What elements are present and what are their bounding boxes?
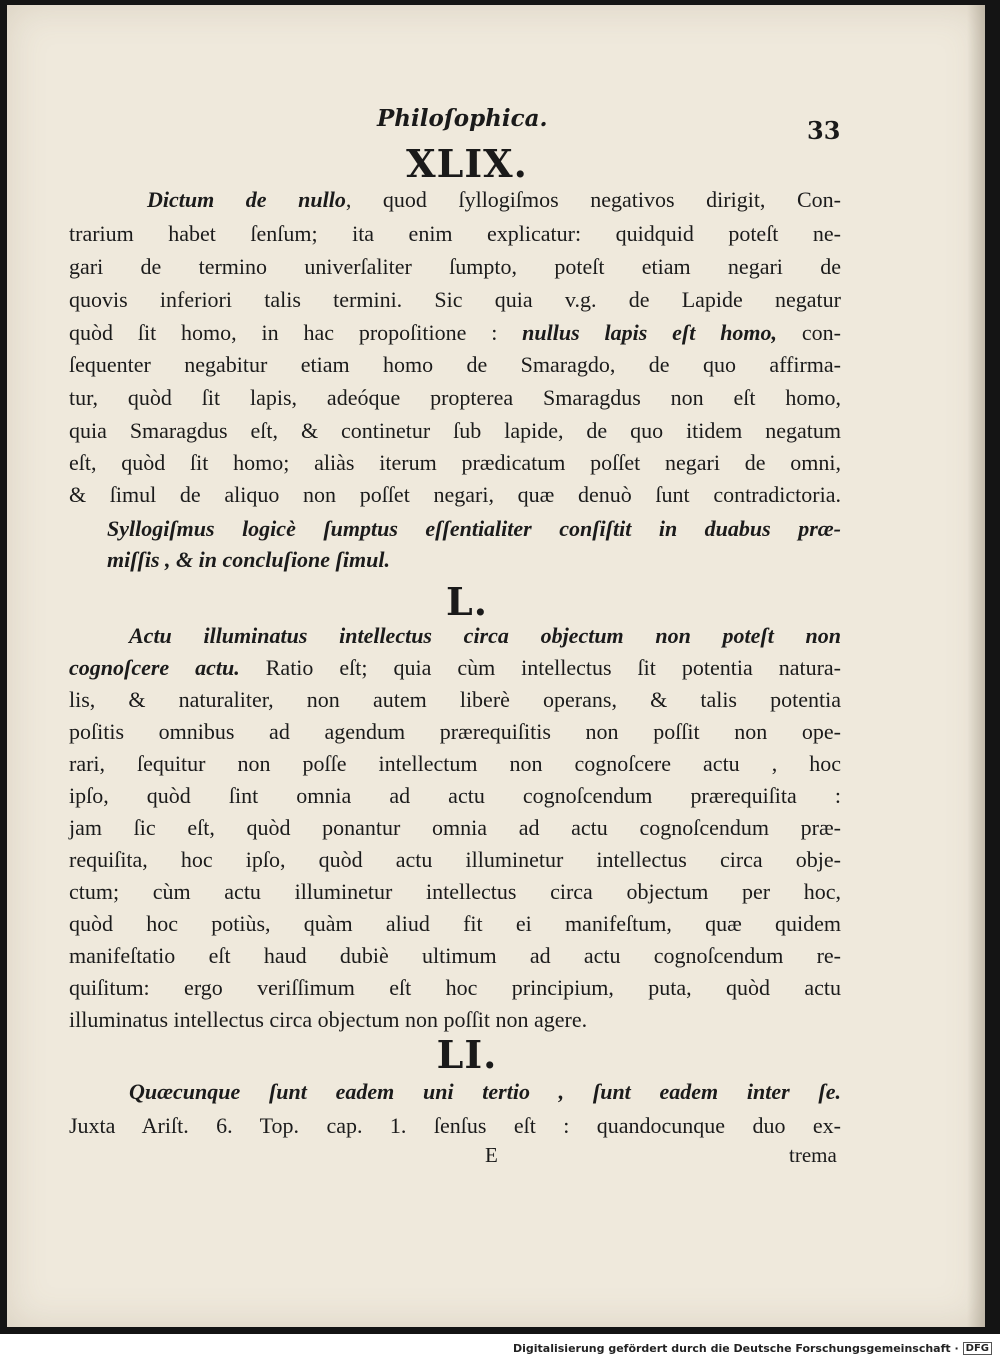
thesis-italic-line: miſſis , & in concluſione ſimul. bbox=[107, 547, 390, 572]
text-line: & ſimul de aliquo non poſſet negari, quæ denuò ſunt contradictoria. bbox=[69, 482, 841, 507]
thesis-italic-line: Syllogiſmus logicè ſumptus eſſentialiter conſiſtit in duabus præ- bbox=[107, 516, 841, 541]
digitization-credit bbox=[513, 1342, 992, 1355]
text-line: lis, & naturaliter, non autem liberè operans, & talis potentia bbox=[69, 687, 841, 712]
section-heading-l: L. bbox=[446, 579, 488, 624]
text-line: jam ſic eſt, quòd ponantur omnia ad actu cognoſcendum præ- bbox=[69, 815, 841, 840]
italic-proposition: nullus lapis eſt homo, bbox=[522, 320, 778, 345]
section-heading-xlix: XLIX. bbox=[406, 141, 528, 186]
book-page bbox=[7, 5, 985, 1327]
text-line: Dictum de nullo, quod ſyllogiſmos negativos dirigit, Con- bbox=[147, 187, 842, 212]
page-edge-shadow bbox=[967, 5, 985, 1327]
text-line: illuminatus intellectus circa objectum non poſſit non agere. bbox=[69, 1007, 588, 1032]
text-line: ſequenter negabitur etiam homo de Smaragdo, de quo affirma- bbox=[69, 352, 841, 377]
text-line: quovis inferiori talis termini. Sic quia v.g. de Lapide negatur bbox=[69, 287, 841, 312]
text-line: ipſo, quòd ſint omnia ad actu cognoſcendum prærequiſita : bbox=[69, 783, 841, 808]
italic-term: Dictum de nullo bbox=[147, 187, 346, 212]
dfg-logo-icon: DFG bbox=[963, 1342, 992, 1355]
signature-mark: E bbox=[485, 1143, 498, 1167]
text-line: quòd ſit homo, in hac propoſitione : nullus lapis eſt homo, con- bbox=[69, 320, 841, 345]
section-heading-li: LI. bbox=[436, 1032, 498, 1077]
text-line: quòd hoc potiùs, quàm aliud fit ei manifeſtum, quæ quidem bbox=[69, 911, 841, 936]
text-line: tur, quòd ſit lapis, adeóque propterea Smaragdus non eſt homo, bbox=[69, 385, 841, 410]
text-line: quiſitum: ergo veriſſimum eſt hoc principium, puta, quòd actu bbox=[69, 975, 841, 1000]
text-line: poſitis omnibus ad agendum prærequiſitis non poſſit non ope- bbox=[69, 719, 841, 744]
text-line: requiſita, hoc ipſo, quòd actu illuminetur intellectus circa obje- bbox=[69, 847, 841, 872]
text-line: manifeſtatio eſt haud dubiè ultimum ad actu cognoſcendum re- bbox=[69, 943, 841, 968]
thesis-italic-line: Actu illuminatus intellectus circa objectum non poteſt non bbox=[129, 623, 841, 648]
text-line: rari, ſequitur non poſſe intellectum non cognoſcere actu , hoc bbox=[69, 751, 841, 776]
text-line: trarium habet ſenſum; ita enim explicatur: quidquid poteſt ne- bbox=[69, 221, 841, 246]
credit-text: Digitalisierung gefördert durch die Deutsche Forschungsgemeinschaft · bbox=[512, 1342, 959, 1355]
catchword: trema bbox=[789, 1143, 837, 1167]
text-line: quia Smaragdus eſt, & continetur ſub lapide, de quo itidem negatum bbox=[69, 418, 841, 443]
page-number: 33 bbox=[807, 116, 841, 145]
text-line: gari de termino univerſaliter ſumpto, poteſt etiam negari de bbox=[69, 254, 841, 279]
text-line: ctum; cùm actu illuminetur intellectus circa objectum per hoc, bbox=[69, 879, 841, 904]
thesis-italic-line: Quæcunque ſunt eadem uni tertio , ſunt eadem inter ſe. bbox=[129, 1079, 841, 1104]
text-line: Juxta Ariſt. 6. Top. cap. 1. ſenſus eſt : quandocunque duo ex- bbox=[69, 1113, 841, 1138]
text-line: eſt, quòd ſit homo; aliàs iterum prædicatum poſſet negari de omni, bbox=[69, 450, 841, 475]
running-head: Philoſophica. bbox=[377, 105, 548, 132]
text-line: cognoſcere actu. Ratio eſt; quia cùm intellectus ſit potentia natura- bbox=[69, 655, 842, 680]
